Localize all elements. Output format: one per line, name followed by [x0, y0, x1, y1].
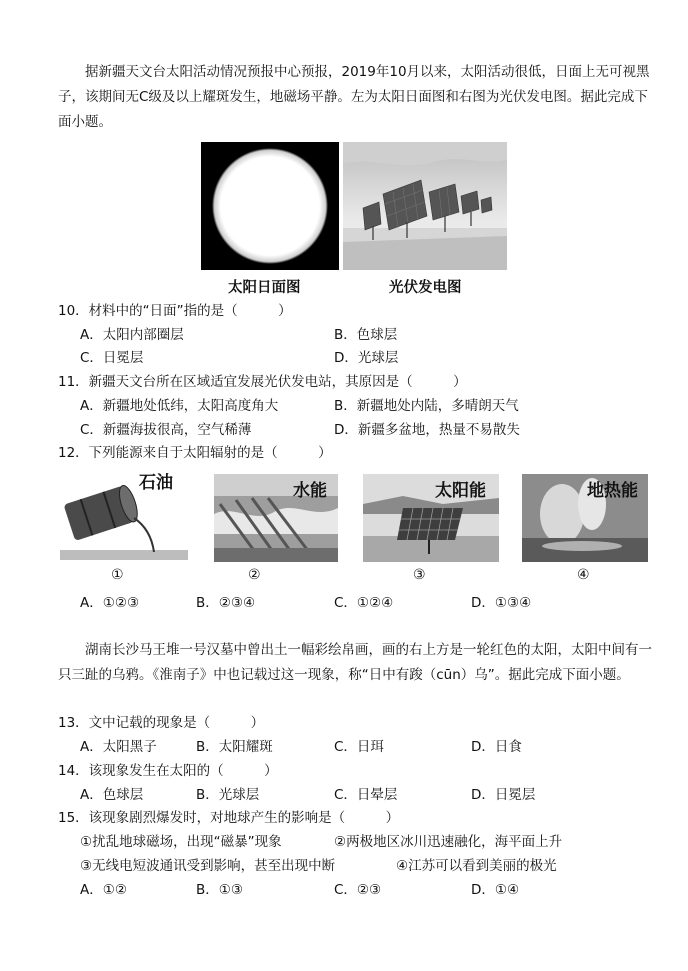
question-15-option-a[interactable]: A．①② — [80, 882, 127, 898]
question-13-option-b[interactable]: B．太阳耀斑 — [196, 739, 273, 755]
question-10-stem: 10．材料中的“日面”指的是（ ） — [58, 303, 292, 319]
question-12-stem: 12．下列能源来自于太阳辐射的是（ ） — [58, 445, 332, 461]
question-10-option-d[interactable]: D．光球层 — [334, 350, 399, 366]
question-15-statement-4: ④江苏可以看到美丽的极光 — [396, 858, 557, 874]
pv-plant-figure — [343, 142, 507, 270]
sun-disk-caption: 太阳日面图 — [228, 280, 301, 296]
question-14-option-b[interactable]: B．光球层 — [196, 787, 260, 803]
question-11-option-a[interactable]: A．新疆地处低纬，太阳高度角大 — [80, 398, 279, 414]
passage-1: 据新疆天文台太阳活动情况预报中心预报，2019年10月以来，太阳活动很低，日面上无可视黑子，该期间无C级及以上耀斑发生，地磁场平静。左为太阳日面图和右图为光伏发电图。据此完成下面小题。 — [58, 64, 650, 130]
passage-2: 湖南长沙马王堆一号汉墓中曾出土一幅彩绘帛画，画的右上方是一轮红色的太阳，太阳中间有一只三趾的乌鸦。《淮南子》中也记载过这一现象，称“日中有踆（cūn）乌”。据此完成下面小题。 — [58, 642, 652, 683]
sun-disk-figure — [201, 142, 339, 270]
question-10-option-a[interactable]: A．太阳内部圈层 — [80, 327, 184, 343]
image-2-number: ② — [248, 567, 261, 583]
question-12-option-c[interactable]: C．①②④ — [334, 595, 394, 611]
image-3-number: ③ — [413, 567, 426, 583]
question-13-option-c[interactable]: C．日珥 — [334, 739, 384, 755]
question-14-option-d[interactable]: D．日冕层 — [471, 787, 536, 803]
question-15-statement-3: ③无线电短波通讯受到影响，甚至出现中断 — [80, 858, 336, 874]
question-12-option-d[interactable]: D．①③④ — [471, 595, 532, 611]
question-14-option-a[interactable]: A．色球层 — [80, 787, 144, 803]
pv-plant-caption: 光伏发电图 — [389, 280, 462, 296]
question-11-option-d[interactable]: D．新疆多盆地，热量不易散失 — [334, 422, 520, 438]
question-12-option-b[interactable]: B．②③④ — [196, 595, 256, 611]
question-11-option-b[interactable]: B．新疆地处内陆，多晴朗天气 — [334, 398, 519, 414]
question-13-option-a[interactable]: A．太阳黑子 — [80, 739, 157, 755]
question-11-option-c[interactable]: C．新疆海拔很高，空气稀薄 — [80, 422, 252, 438]
question-15-statement-2: ②两极地区冰川迅速融化，海平面上升 — [334, 834, 563, 850]
question-10-option-b[interactable]: B．色球层 — [334, 327, 398, 343]
question-14-stem: 14．该现象发生在太阳的（ ） — [58, 763, 278, 779]
question-15-stem: 15．该现象剧烈爆发时，对地球产生的影响是（ ） — [58, 810, 400, 826]
oil-label: 石油 — [139, 473, 173, 493]
question-10-option-c[interactable]: C．日冕层 — [80, 350, 144, 366]
solar-label: 太阳能 — [435, 481, 486, 501]
question-11-stem: 11．新疆天文台所在区域适宜发展光伏发电站，其原因是（ ） — [58, 374, 467, 390]
question-14-option-c[interactable]: C．日晕层 — [334, 787, 398, 803]
question-12-option-a[interactable]: A．①②③ — [80, 595, 140, 611]
question-15-statement-1: ①扰乱地球磁场，出现“磁暴”现象 — [80, 834, 282, 850]
image-4-number: ④ — [577, 567, 590, 583]
question-13-option-d[interactable]: D．日食 — [471, 739, 522, 755]
image-1-number: ① — [111, 567, 124, 583]
hydropower-label: 水能 — [293, 481, 327, 501]
question-15-option-b[interactable]: B．①③ — [196, 882, 243, 898]
question-13-stem: 13．文中记载的现象是（ ） — [58, 715, 265, 731]
question-15-option-d[interactable]: D．①④ — [471, 882, 520, 898]
geothermal-label: 地热能 — [587, 481, 638, 501]
sun-disk-image — [201, 142, 339, 270]
pv-plant-image — [343, 142, 507, 270]
question-15-option-c[interactable]: C．②③ — [334, 882, 382, 898]
